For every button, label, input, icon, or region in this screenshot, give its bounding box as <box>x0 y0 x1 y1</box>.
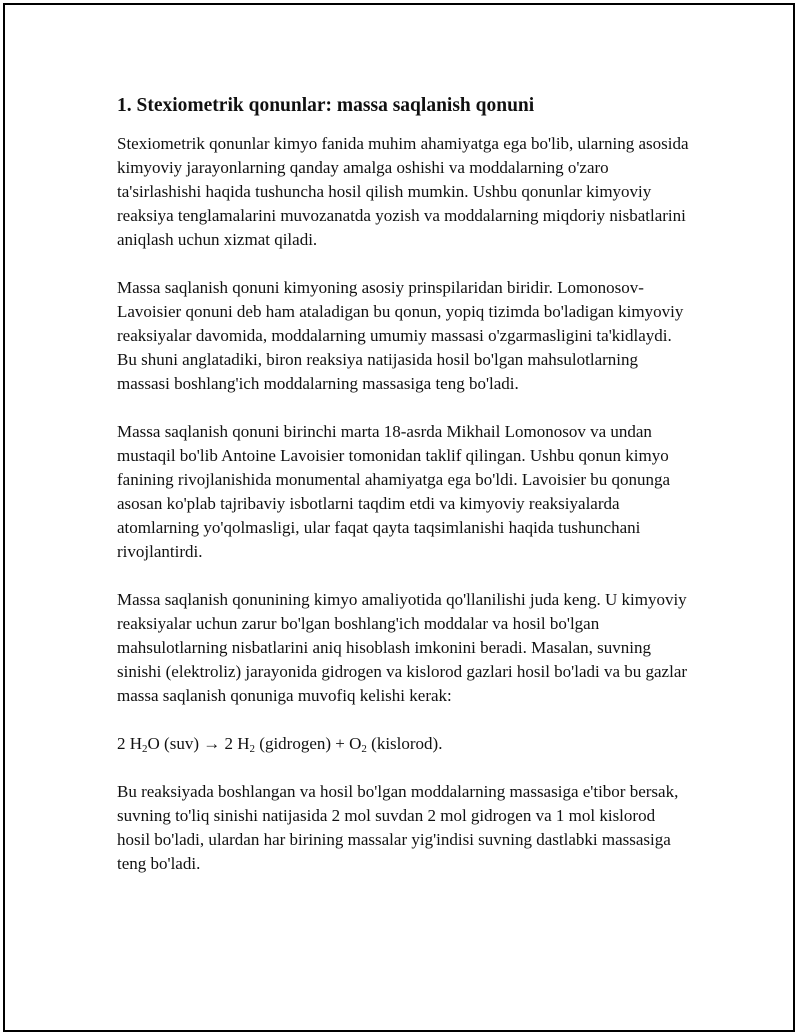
equation-part: (kislorod). <box>366 734 443 753</box>
reaction-equation <box>117 732 692 756</box>
paragraph-conclusion: Bu reaksiyada boshlangan va hosil bo'lgan moddalarning massasiga e'tibor bersak, suvning to'liq sinishi natijasida 2 mol suvdan 2 mol gidrogen va 1 mol kislorod hosil bo'ladi, ulardan har birining massalar yig'indisi suvning dastlabki massasiga teng bo'ladi. <box>117 782 679 873</box>
equation-subscript: 2 <box>142 743 148 755</box>
equation-subscript: 2 <box>361 743 367 755</box>
paragraph-history: Massa saqlanish qonuni birinchi marta 18-asrda Mikhail Lomonosov va undan mustaqil bo'lib Antoine Lavoisier tomonidan taklif qilingan. Ushbu qonun kimyo fanining rivojlanishida monumental ahamiyatga ega bo'ldi. Lavoisier bu qonunga asosan ko'plab tajribaviy isbotlarni taqdim etdi va kimyoviy reaksiyalarda atomlarning yo'qolmasligi, ular faqat qayta taqsimlanishi haqida tushunchani rivojlantirdi. <box>117 422 671 561</box>
paragraph-intro: Stexiometrik qonunlar kimyo fanida muhim ahamiyatga ega bo'lib, ularning asosida kimyoviy jarayonlarning qanday amalga oshishi va moddalarning o'zaro ta'sirlashishi haqida tushuncha hosil qilish mumkin. Ushbu qonunlar kimyoviy reaksiya tenglamalarini muvozanatda yozish va moddalarning miqdoriy nisbatlarini aniqlash uchun xizmat qiladi. <box>117 134 689 249</box>
equation-part: O (suv) → 2 H <box>147 734 250 753</box>
paragraph-definition: Massa saqlanish qonuni kimyoning asosiy prinspilaridan biridir. Lomonosov-Lavoisier qonuni deb ham ataladigan bu qonun, yopiq tizimda bo'ladigan kimyoviy reaksiyalar davomida, moddalarning umumiy massasi o'zgarmasligini ta'kidlaydi. Bu shuni anglatadiki, biron reaksiya natijasida hosil bo'lgan mahsulotlarning massasi boshlang'ich moddalarning massasiga teng bo'ladi. <box>117 278 684 393</box>
section-heading: 1. Stexiometrik qonunlar: massa saqlanish qonuni <box>117 95 535 116</box>
paragraph-application: Massa saqlanish qonunining kimyo amaliyotida qo'llanilishi juda keng. U kimyoviy reaksiyalar uchun zarur bo'lgan boshlang'ich moddalar va hosil bo'lgan mahsulotlarning nisbatlarini aniq hisoblash imkonini beradi. Masalan, suvning sinishi (elektroliz) jarayonida gidrogen va kislorod gazlari hosil bo'ladi va bu gazlar massa saqlanish qonuniga muvofiq kelishi kerak: <box>117 590 688 705</box>
document-body <box>117 92 692 900</box>
equation-part: (gidrogen) + O <box>255 734 362 753</box>
equation-part: 2 H <box>117 734 143 753</box>
equation-subscript: 2 <box>249 743 256 755</box>
